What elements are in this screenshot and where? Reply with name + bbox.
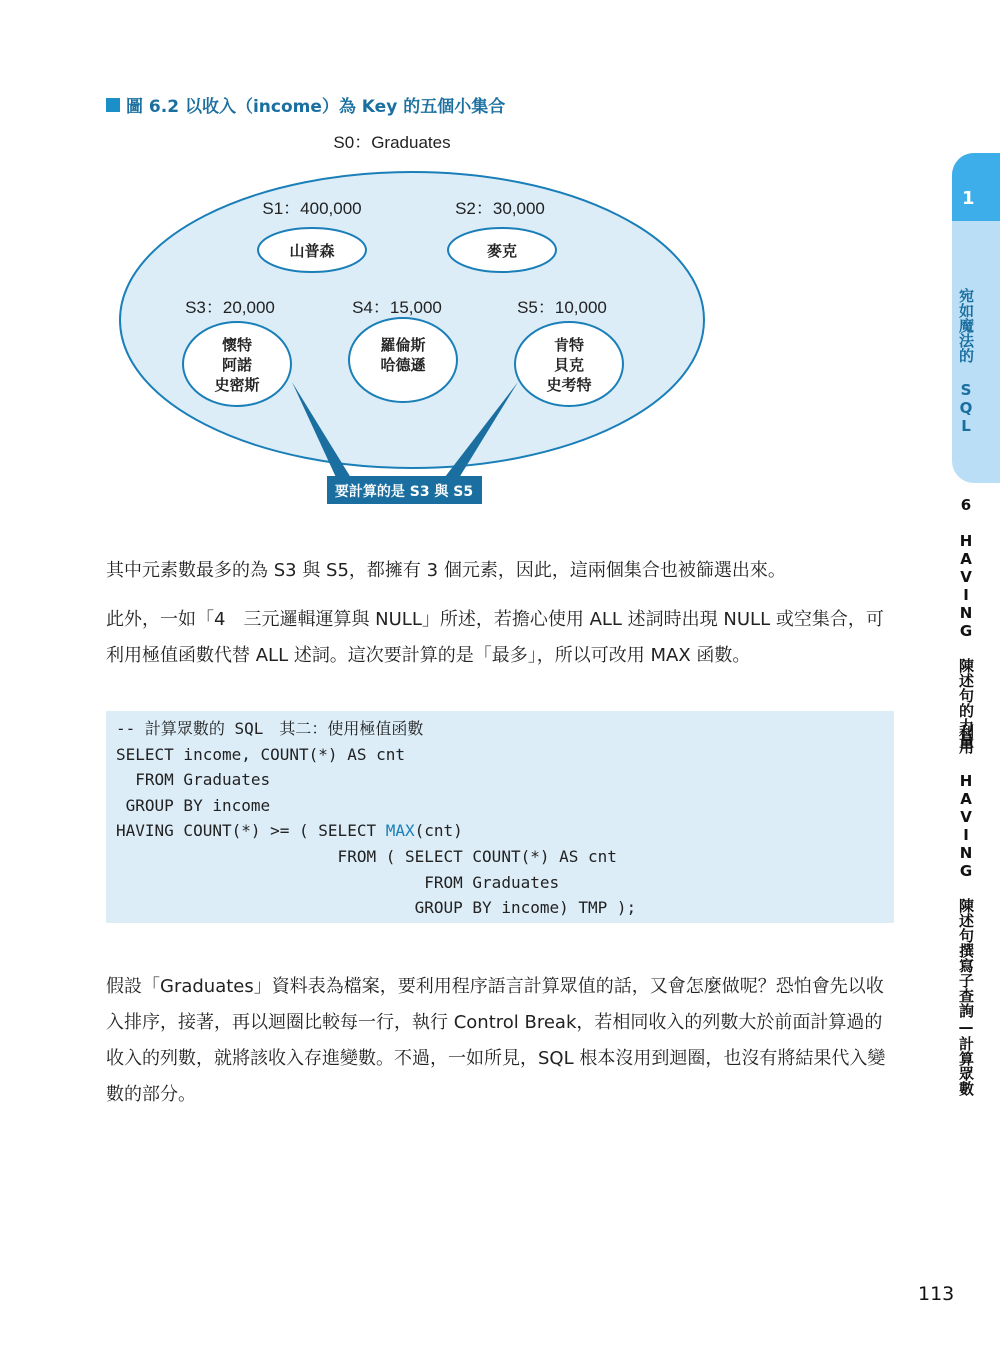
set-s3-member-3: 史密斯 — [214, 376, 260, 394]
figure-caption-text: 圖 6.2 以收入（income）為 Key 的五個小集合 — [126, 97, 506, 117]
set-s3-member-2: 阿諾 — [221, 356, 253, 374]
code-listing — [106, 711, 894, 926]
code-line-2: SELECT income, COUNT(*) AS cnt — [116, 744, 405, 764]
chapter-title: 宛如魔法的 SQL — [957, 288, 975, 435]
code-line-3: FROM Graduates — [116, 770, 271, 790]
code-line-1: -- 計算眾數的 SQL 其二：使用極值函數 — [116, 719, 424, 738]
code-line-7: FROM Graduates — [116, 872, 560, 892]
paragraph-1: 其中元素數最多的為 S3 與 S5，都擁有 3 個元素，因此，這兩個集合也被篩選出來。 — [106, 560, 786, 581]
code-block — [106, 711, 894, 923]
set-s2-label: S2：30,000 — [455, 199, 545, 218]
set-s5-member-3: 史考特 — [546, 376, 592, 394]
set-s1-label: S1：400,000 — [262, 199, 362, 218]
set-s3-label: S3：20,000 — [185, 298, 275, 317]
caption-square-icon — [106, 98, 120, 112]
paragraph-2: 此外，一如「4 三元邏輯運算與 NULL」所述，若擔心使用 ALL 述詞時出現 NULL 或空集合，可利用極值函數代替 ALL 述詞。這次要計算的是「最多」，所以可改用 MAX 函數。 — [106, 609, 884, 666]
set-s4-member-1: 羅倫斯 — [380, 336, 426, 354]
set-s3-member-1: 懷特 — [221, 336, 253, 354]
set-s4-member-2: 哈德遜 — [380, 356, 426, 374]
code-line-5-max: MAX — [385, 821, 415, 841]
figure-caption — [106, 92, 505, 117]
chapter-number-tab — [952, 153, 1000, 221]
set-s4-label: S4：15,000 — [352, 298, 442, 317]
set-diagram — [0, 120, 940, 510]
subsection-title: 利用 HAVING 陳述句撰寫子查詢—計算眾數 — [957, 724, 975, 1096]
set-s1-member: 山普森 — [289, 242, 335, 260]
section-title: 6 HAVING 陳述句的力量 — [957, 496, 975, 748]
page-number: 113 — [918, 1283, 955, 1305]
set-s5-label: S5：10,000 — [517, 298, 607, 317]
code-line-5c: (cnt) — [414, 821, 463, 841]
code-line-5a: HAVING COUNT(*) >= ( SELECT — [116, 821, 386, 841]
set-s5-member-2: 貝克 — [553, 356, 585, 374]
callout-text: 要計算的是 S3 與 S5 — [334, 484, 474, 500]
code-line-8: GROUP BY income) TMP ); — [116, 898, 637, 918]
set-s2-member: 麥克 — [486, 242, 518, 260]
set-s5-member-1: 肯特 — [553, 336, 585, 354]
paragraph-3: 假設「Graduates」資料表為檔案，要利用程序語言計算眾值的話，又會怎麼做呢？恐怕會先以收入排序，接著，再以迴圈比較每一行，執行 Control Break，若相同收入的列數大於前面計算過的收入的列數，就將該收入存進變數。不過，一如所見，SQL 根本沒用到迴圈，也沒有將結果代入變數的部分。 — [106, 976, 886, 1105]
s0-label: S0：Graduates — [333, 133, 451, 152]
chapter-number: 1 — [962, 188, 975, 209]
code-line-4: GROUP BY income — [116, 795, 271, 815]
code-line-6: FROM ( SELECT COUNT(*) AS cnt — [116, 846, 617, 866]
